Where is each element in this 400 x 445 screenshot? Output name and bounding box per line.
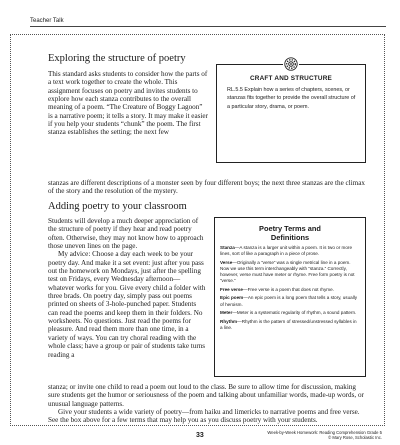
- term-name: Stanza: [220, 245, 235, 250]
- term-name: Epic poem: [220, 295, 244, 301]
- page-number: 33: [196, 432, 204, 439]
- craft-structure-box: [216, 64, 366, 163]
- term-item: [220, 310, 360, 316]
- craft-box-standard-text: RL.5.5 Explain how a series of chapters, scenes, or stanzas fits together to provide the overall structure of a particular story, drama, or poem.: [227, 87, 356, 110]
- paragraph-classroom-intro: Students will develop a much deeper appreciation of the structure of poetry if they hear and read poetry often. Otherwise, they may not know how to approach those uneven lines on the page.: [48, 217, 204, 251]
- header-rule: [30, 26, 386, 27]
- term-name: Verse: [220, 259, 233, 265]
- term-item: [220, 295, 360, 307]
- paragraph-structure-intro: This standard asks students to consider how the parts of a text work together to create the whole. This assignment focuses on poetry and invites students to explore how each stanza contributes to the overall meaning of a poem. “The Creature of Boggy Lagoon” is a narrative poem; it tells a story. It may make it easier if you help your students “chunk” the poem. The first stanza establishes the setting; the next few: [48, 70, 208, 137]
- paragraph-classroom-continued: stanza; or invite one child to read a poem out loud to the class. Be sure to allow time for discussion, making sure students get the humor or seriousness of the poem and talking about unfamiliar words, made-up words, or unusual language patterns.: [48, 383, 364, 408]
- paragraph-structure-continued: stanzas are different descriptions of a monster seen by four different boys; the next three stanzas are the climax of the story and the resolution of the mystery.: [48, 179, 365, 196]
- classroom-continued: [48, 383, 366, 425]
- term-definition: —Meter is a systematic regularity of rhythm, a sound pattern.: [232, 310, 357, 316]
- paragraph-classroom-last: Give your students a wide variety of poetry—from haiku and limericks to narrative poems and free verse. See the box above for a few terms that may help you as you discuss poetry with your students.: [48, 408, 360, 425]
- term-definition: —Originally a “verse” was a single metrical line in a poem. Now we use this term interchangeably with “stanza.” Correctly, however, verse must have meter or rhyme. Free form poetry is not “verse.”: [220, 259, 355, 284]
- term-item: [220, 245, 360, 257]
- term-item: [220, 287, 360, 293]
- term-item: [220, 260, 360, 284]
- classroom-column: [48, 217, 206, 359]
- section-heading-structure: Exploring the structure of poetry: [48, 53, 186, 64]
- term-item: [220, 319, 360, 331]
- poetry-box-title: [220, 224, 360, 242]
- poetry-box-title-line2: Definitions: [270, 233, 310, 242]
- section-heading-classroom: Adding poetry to your classroom: [48, 201, 187, 212]
- credit-line-1: Week-by-Week Homework: Reading Comprehension Grade 5: [267, 430, 382, 435]
- term-definition: —Free verse is a poem that does not rhyme.: [243, 286, 334, 292]
- craft-box-title: CRAFT AND STRUCTURE: [249, 75, 333, 82]
- paragraph-classroom-tip: My advice: Choose a day each week to be your poetry day. And make it a set event: just after you pass out the homework on Mondays, just after the spelling test on Fridays, every Wednesday afternoon—whatever works for you. Give every child a folder with three brads. On poetry day, simply pass out poems printed on sheets of 3-hole-punched paper. Students can read the poems and keep them in their folders. No worksheets. No questions. Just read the poems for pleasure. And read them more than one time, in a variety of ways. You can try choral reading with the whole class; have a group or pair of students take turns reading a: [48, 250, 206, 359]
- poetry-terms-box: [214, 217, 366, 377]
- term-name: Rhythm: [220, 318, 238, 324]
- term-definition: —Rhythm is the pattern of stressed/unstressed syllables in a line.: [220, 318, 357, 330]
- running-header: Teacher Talk: [30, 18, 64, 24]
- term-definition: —A stanza is a larger unit within a poem. It is two or more lines, sort of like a paragraph in a piece of prose.: [220, 245, 353, 257]
- term-name: Meter: [220, 310, 233, 316]
- footer-credit: [267, 430, 382, 440]
- gear-icon: [283, 56, 299, 72]
- term-definition: —An epic poem is a long poem that tells a story, usually of heroism.: [220, 295, 358, 307]
- credit-line-2: © Mary Rose, Scholastic Inc.: [328, 435, 382, 441]
- term-name: Free verse: [220, 286, 243, 292]
- poetry-box-title-line1: Poetry Terms and: [259, 224, 321, 233]
